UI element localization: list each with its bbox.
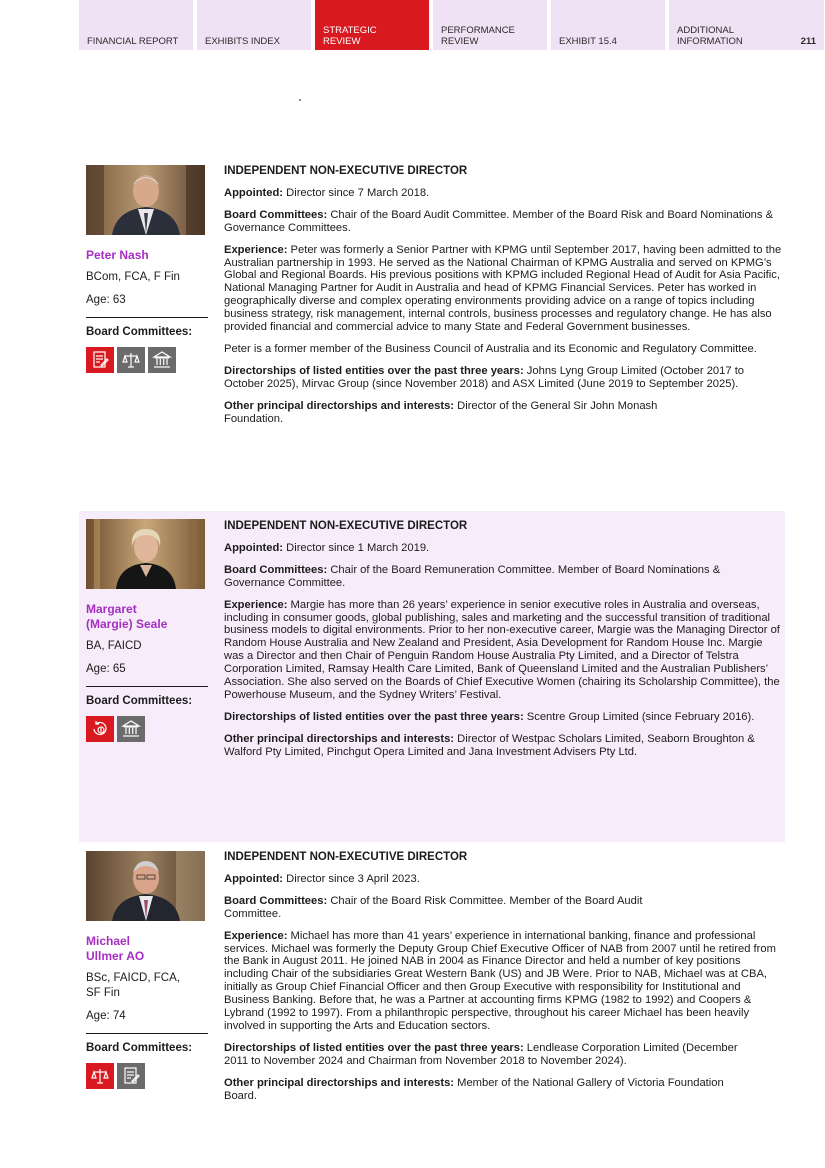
tab-additional-information[interactable]	[669, 0, 824, 50]
tab-label: EXHIBIT 15.4	[559, 35, 617, 47]
appointed-paragraph: Appointed: Director since 1 March 2019.	[224, 541, 430, 554]
director-role: INDEPENDENT NON-EXECUTIVE DIRECTOR	[224, 851, 468, 863]
tab-exhibit-15-4[interactable]	[551, 0, 665, 50]
risk-committee-icon	[117, 347, 145, 373]
director-qualifications: BA, FAICD	[86, 640, 142, 652]
committees-paragraph: Board Committees: Chair of the Board Risk Committee. Member of the Board Audit Committee.	[224, 894, 643, 920]
director-profile-michael-ullmer	[79, 850, 785, 1160]
director-photo	[86, 165, 205, 235]
director-sidebar	[86, 851, 208, 1089]
audit-committee-icon	[117, 1063, 145, 1089]
appointed-paragraph: Appointed: Director since 7 March 2018.	[224, 186, 430, 199]
board-committees-heading: Board Committees:	[86, 326, 193, 338]
director-sidebar	[86, 165, 208, 373]
director-role: INDEPENDENT NON-EXECUTIVE DIRECTOR	[224, 520, 468, 532]
top-navigation	[79, 0, 824, 50]
tab-label: FINANCIAL REPORT	[87, 35, 179, 47]
tab-performance-review[interactable]	[433, 0, 547, 50]
governance-committee-icon	[148, 347, 176, 373]
other-interests-paragraph: Other principal directorships and interests: Director of the General Sir John Monash Foundation.	[224, 399, 658, 425]
director-qualifications: BSc, FAICD, FCA, SF Fin	[86, 972, 180, 999]
director-age: Age: 74	[86, 1010, 126, 1022]
appointed-paragraph: Appointed: Director since 3 April 2023.	[224, 872, 420, 885]
risk-committee-icon	[86, 1063, 114, 1089]
director-name: Margaret (Margie) Seale	[86, 602, 168, 631]
director-sidebar	[86, 519, 208, 742]
tab-label: ADDITIONAL INFORMATION	[677, 25, 743, 47]
page-number: 211	[800, 35, 816, 47]
audit-committee-icon	[86, 347, 114, 373]
director-profile-margaret-seale	[79, 511, 785, 842]
director-bio	[224, 851, 784, 1112]
stray-dot	[299, 99, 301, 101]
tab-label: PERFORMANCE REVIEW	[441, 25, 515, 47]
divider	[86, 317, 208, 318]
committee-icons	[86, 716, 208, 742]
tab-strategic-review[interactable]	[315, 0, 429, 50]
committees-paragraph: Board Committees: Chair of the Board Remuneration Committee. Member of Board Nominations & Governance Committee.	[224, 563, 721, 589]
director-photo	[86, 851, 205, 921]
director-name: Michael Ullmer AO	[86, 934, 145, 963]
experience-paragraph: Experience: Margie has more than 26 years’ experience in senior executive roles in Australia and overseas, including in consumer goods, global publishing, sales and marketing and the successful transition of traditional business models to digital environments. Prior to her non-executive career, Margie was the Managing Director of Random House Australia and New Zealand and President, Asia Development for Random House Inc. Margie was a Director and then Chair of Penguin Random House Australia Pty Limited, and a Director of Telstra Corporation Limited, Ramsay Health Care Limited, Bank of Queensland Limited and the Australian Publishers’ Association. She also served on the Boards of Chief Executive Women (chairing its Scholarship Committee), the Powerhouse Museum, and the Sydney Writers’ Festival.	[224, 598, 780, 701]
divider	[86, 1033, 208, 1034]
divider	[86, 686, 208, 687]
experience-paragraph: Experience: Peter was formerly a Senior Partner with KPMG until September 2017, having been admitted to the Australian partnership in 1993. He served as the National Chairman of KPMG Australia and served on KPMG’s Global and Regional Boards. His previous positions with KPMG included Regional Head of Audit for Asia Pacific, National Managing Partner for Audit in Australia and head of KPMG Financial Services. Peter has worked in geographically diverse and complex operating environments providing advice on a range of topics including business strategy, risk management, internal controls, business processes and regulatory change. He has also provided financial and commercial advice to many State and Federal Government businesses.	[224, 243, 782, 334]
other-interests-paragraph: Other principal directorships and interests: Member of the National Gallery of Victoria Foundation Board.	[224, 1076, 724, 1102]
extra-paragraph: Peter is a former member of the Business Council of Australia and its Economic and Regulatory Committee.	[224, 342, 757, 355]
directorships-paragraph: Directorships of listed entities over the past three years: Lendlease Corporation Limited (December 2011 to November 2024 and Chairman from November 2018 to November 2024).	[224, 1041, 738, 1067]
director-age: Age: 65	[86, 663, 126, 675]
committees-paragraph: Board Committees: Chair of the Board Audit Committee. Member of the Board Risk and Board Nominations & Governance Committees.	[224, 208, 774, 234]
director-qualifications: BCom, FCA, F Fin	[86, 271, 180, 283]
director-profile-peter-nash	[79, 165, 785, 510]
directorships-paragraph: Directorships of listed entities over the past three years: Scentre Group Limited (since February 2016).	[224, 710, 755, 723]
committee-icons	[86, 1063, 208, 1089]
committee-icons	[86, 347, 208, 373]
director-name: Peter Nash	[86, 248, 149, 262]
tab-label: EXHIBITS INDEX	[205, 35, 280, 47]
tab-exhibits-index[interactable]	[197, 0, 311, 50]
board-committees-heading: Board Committees:	[86, 695, 193, 707]
director-role: INDEPENDENT NON-EXECUTIVE DIRECTOR	[224, 165, 468, 177]
director-bio	[224, 165, 784, 435]
experience-paragraph: Experience: Michael has more than 41 years’ experience in international banking, finance and professional services. Michael was formerly the Deputy Group Chief Executive Officer of NAB from 2007 until he retired from the Bank in August 2011. He joined NAB in 2004 as Finance Director and held a number of key positions including Chair of the subsidiaries Great Western Bank (US) and JB Were. Prior to NAB, Michael was at CBA, initially as Group Chief Financial Officer and then Group Executive with responsibility for Institutional and Business Banking. Before that, he was a Partner at accounting firms KPMG (1982 to 1992) and Coopers & Lybrand (1992 to 1997). From a philanthropic perspective, throughout his career Michael has been heavily involved in supporting the Arts and Education sectors.	[224, 929, 776, 1032]
tab-label: STRATEGIC REVIEW	[323, 25, 377, 47]
director-photo	[86, 519, 205, 589]
board-committees-heading: Board Committees:	[86, 1042, 193, 1054]
other-interests-paragraph: Other principal directorships and interests: Director of Westpac Scholars Limited, Seaborn Broughton & Walford Pty Limited, Pinchgut Opera Limited and Jana Investment Advisers Pty Ltd.	[224, 732, 755, 758]
directorships-paragraph: Directorships of listed entities over the past three years: Johns Lyng Group Limited (October 2017 to October 2025), Mirvac Group (since November 2018) and ASX Limited (June 2019 to September 2025).	[224, 364, 745, 390]
remuneration-committee-icon	[86, 716, 114, 742]
governance-committee-icon	[117, 716, 145, 742]
director-bio	[224, 520, 784, 768]
tab-financial-report[interactable]	[79, 0, 193, 50]
director-age: Age: 63	[86, 294, 126, 306]
